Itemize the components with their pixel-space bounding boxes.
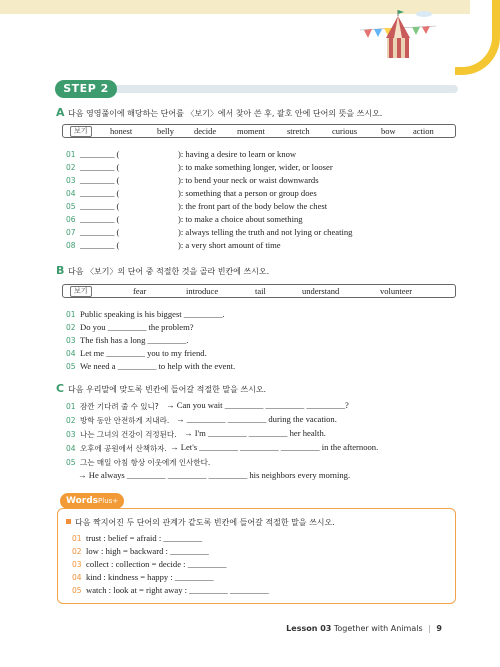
footer-title: Together with Animals	[333, 624, 423, 633]
word-box-word: volunteer	[380, 286, 413, 296]
item-english: → Let's _________ _________ _________ in the afternoon.	[170, 442, 379, 452]
word-box-word: understand	[302, 286, 340, 296]
item-number: 03	[66, 336, 76, 345]
item-english: → I'm _________ _________ her health.	[184, 428, 326, 438]
item-blank: ________ (	[80, 240, 120, 250]
footer-divider: |	[428, 624, 431, 633]
item-number: 04	[66, 189, 76, 198]
item-number: 01	[66, 150, 76, 159]
item-number: 05	[66, 458, 76, 467]
circus-tent-illustration	[358, 8, 438, 68]
item-analogy: collect : collection = decide : _________	[86, 559, 227, 569]
item-number: 02	[66, 416, 76, 425]
word-box-word: curious	[332, 126, 358, 136]
item-analogy: kind : kindness = happy : _________	[86, 572, 214, 582]
square-bullet-icon	[66, 519, 71, 524]
item-number: 08	[66, 241, 76, 250]
item-sentence: Public speaking is his biggest _________.	[80, 309, 225, 319]
item-number: 02	[72, 547, 82, 556]
word-box-word: decide	[194, 126, 217, 136]
item-number: 05	[66, 362, 76, 371]
page-footer	[286, 624, 442, 633]
item-sentence: The fish has a long _________.	[80, 335, 189, 345]
item-number: 01	[66, 402, 76, 411]
item-english: → Can you wait _________ _________ _________?	[166, 400, 349, 410]
item-definition: ): to bend your neck or waist downwards	[178, 175, 319, 185]
section-b-letter: B	[56, 264, 65, 277]
section-c-instruction: 다음 우리말에 맞도록 빈칸에 들어갈 적절한 말을 쓰시오.	[68, 385, 267, 394]
item-number: 04	[66, 444, 76, 453]
section-c-letter: C	[56, 382, 65, 395]
item-blank: ________ (	[80, 227, 120, 237]
word-box-word: honest	[110, 126, 133, 136]
item-number: 04	[72, 573, 82, 582]
words-plus-badge-plus: Plus+	[98, 497, 119, 505]
item-number: 05	[72, 586, 82, 595]
word-box-word: introduce	[186, 286, 219, 296]
words-plus-instruction: 다음 짝지어진 두 단어의 관계가 같도록 빈칸에 들어갈 적절한 말을 쓰시오.	[75, 518, 335, 527]
item-definition: ): always telling the truth and not lying or cheating	[178, 227, 353, 237]
item-korean: 방학 동안 안전하게 지내라.	[80, 416, 170, 425]
item-definition: ): a very short amount of time	[178, 240, 281, 250]
item-number: 03	[72, 560, 82, 569]
section-b-instruction: 다음 〈보기〉의 단어 중 적절한 것을 골라 빈칸에 쓰시오.	[68, 267, 270, 276]
item-blank: ________ (	[80, 201, 120, 211]
item-definition: ): to make a choice about something	[178, 214, 303, 224]
item-english: → _________ _________ during the vacation.	[176, 414, 337, 424]
words-plus-badge-label: Words	[66, 496, 99, 506]
item-blank: ________ (	[80, 149, 120, 159]
word-box-label: 보기	[70, 286, 92, 297]
item-english: → He always _________ _________ _________ his neighbors every morning.	[78, 470, 351, 480]
section-a-instruction: 다음 영영풀이에 해당하는 단어를 〈보기〉에서 찾아 쓴 후, 괄호 안에 단어의 뜻을 쓰시오.	[68, 109, 383, 118]
item-definition: ): the front part of the body below the chest	[178, 201, 328, 211]
top-corner-curve	[455, 0, 500, 75]
item-sentence: We need a _________ to help with the event.	[80, 361, 236, 371]
item-number: 07	[66, 228, 76, 237]
word-box-word: fear	[133, 286, 147, 296]
item-blank: ________ (	[80, 214, 120, 224]
item-korean: 나는 그녀의 건강이 걱정된다.	[80, 430, 177, 439]
item-number: 05	[66, 202, 76, 211]
word-box-word: bow	[381, 126, 396, 136]
words-plus-badge	[60, 493, 124, 509]
word-box-label: 보기	[70, 126, 92, 137]
item-definition: ): to make something longer, wider, or looser	[178, 162, 333, 172]
word-box-word: tail	[255, 286, 266, 296]
item-sentence: Do you _________ the problem?	[80, 322, 194, 332]
item-number: 04	[66, 349, 76, 358]
item-analogy: watch : look at = right away : _________ _________	[86, 585, 269, 595]
item-analogy: low : high = backward : _________	[86, 546, 209, 556]
step-badge: STEP 2	[55, 80, 117, 98]
item-blank: ________ (	[80, 175, 120, 185]
item-blank: ________ (	[80, 188, 120, 198]
item-number: 01	[66, 310, 76, 319]
item-korean: 잠깐 기다려 줄 수 있니?	[80, 402, 159, 411]
word-box-word: stretch	[287, 126, 310, 136]
item-korean: 그는 매일 아침 항상 이웃에게 인사한다.	[80, 458, 211, 467]
footer-lesson: Lesson 03	[286, 624, 332, 633]
item-number: 03	[66, 430, 76, 439]
item-number: 03	[66, 176, 76, 185]
word-box-word: moment	[237, 126, 265, 136]
item-korean: 오후에 공원에서 산책하자.	[80, 444, 167, 453]
word-box-word: belly	[157, 126, 174, 136]
item-number: 02	[66, 163, 76, 172]
section-a-letter: A	[56, 106, 65, 119]
item-number: 06	[66, 215, 76, 224]
item-blank: ________ (	[80, 162, 120, 172]
page-number: 9	[436, 624, 442, 633]
item-sentence: Let me _________ you to my friend.	[80, 348, 207, 358]
item-number: 01	[72, 534, 82, 543]
step-header-line	[112, 85, 458, 93]
word-box-word: action	[413, 126, 434, 136]
item-number: 02	[66, 323, 76, 332]
item-definition: ): having a desire to learn or know	[178, 149, 297, 159]
item-definition: ): something that a person or group does	[178, 188, 317, 198]
item-analogy: trust : belief = afraid : _________	[86, 533, 203, 543]
